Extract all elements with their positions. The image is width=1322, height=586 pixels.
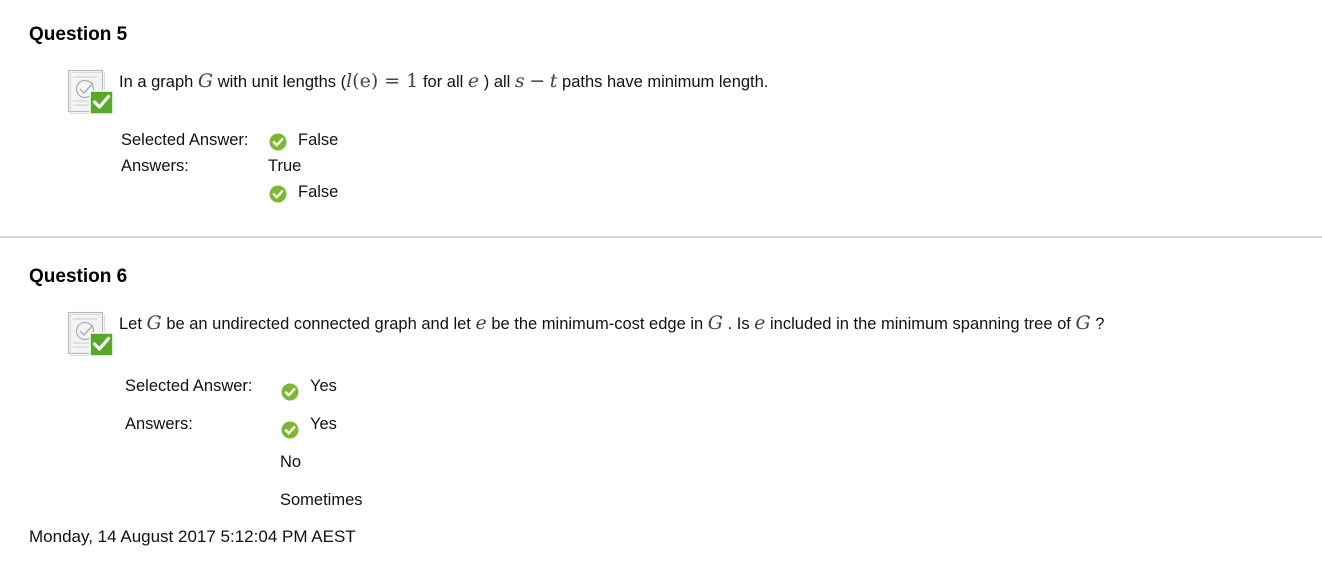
question-6-text: Let G be an undirected connected graph and let e be the minimum-cost edge in G . Is e included in the minimum spanning tree of G ?	[119, 312, 1105, 334]
selected-answer-value: Yes	[310, 377, 337, 395]
answer-option: Yes	[310, 415, 337, 433]
correct-question-icon	[67, 69, 115, 115]
answers-label: Answers:	[125, 415, 193, 433]
selected-answer-label: Selected Answer:	[125, 377, 253, 395]
selected-answer-label: Selected Answer:	[121, 131, 249, 149]
correct-check-icon	[281, 421, 299, 439]
answer-option: True	[268, 157, 302, 175]
question-divider	[0, 236, 1322, 238]
question-5-title: Question 5	[29, 24, 128, 45]
answer-option: No	[280, 453, 302, 471]
answer-option: False	[298, 183, 339, 201]
selected-answer-value: False	[298, 131, 339, 149]
correct-check-icon	[281, 383, 299, 401]
correct-check-icon	[269, 185, 287, 203]
correct-check-icon	[269, 133, 287, 151]
answers-label: Answers:	[121, 157, 189, 175]
submission-timestamp: Monday, 14 August 2017 5:12:04 PM AEST	[29, 527, 356, 546]
correct-question-icon	[67, 311, 115, 357]
question-6-title: Question 6	[29, 266, 128, 287]
answer-option: Sometimes	[280, 491, 363, 509]
question-5-text: In a graph G with unit lengths (l(e) = 1 for all e ) all s − t paths have minimum length.	[119, 70, 769, 92]
